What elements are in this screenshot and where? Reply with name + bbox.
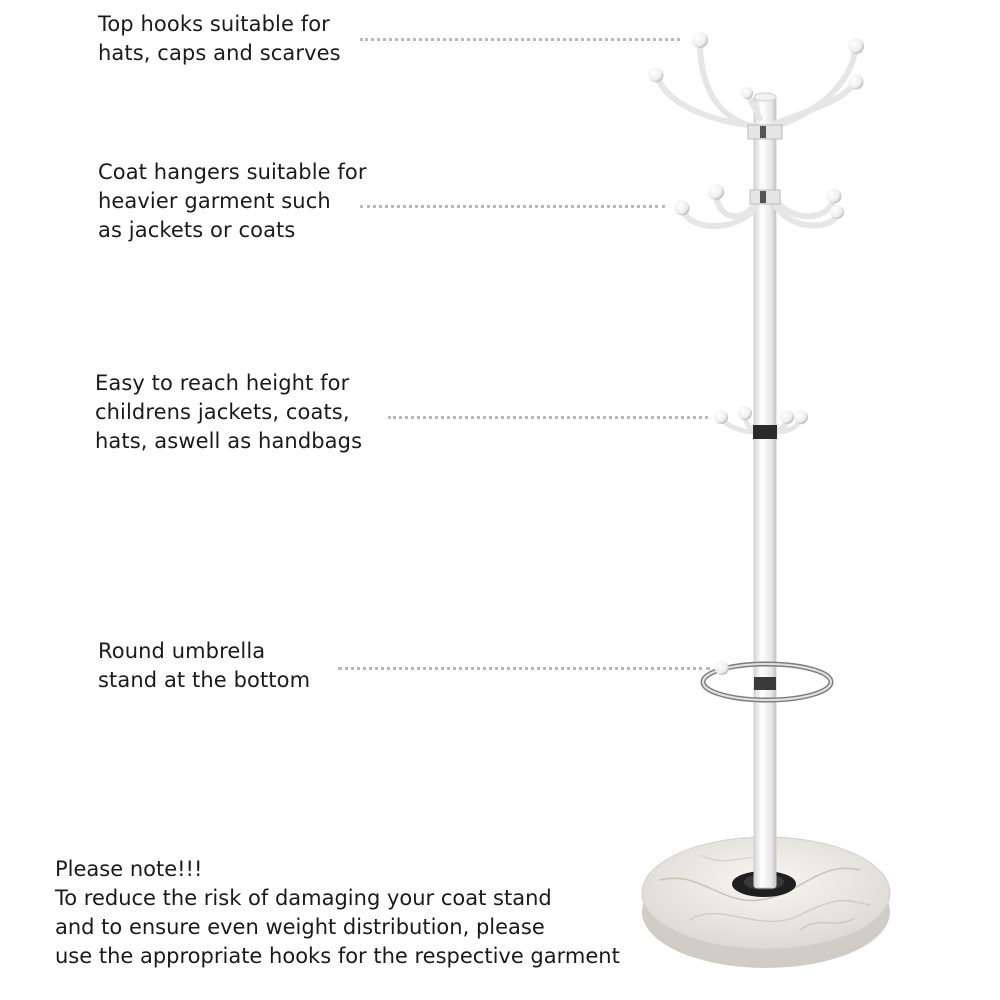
leader-line-top-hooks <box>360 38 680 41</box>
callout-line: childrens jackets, coats, <box>95 400 350 424</box>
please-note-text <box>55 855 620 971</box>
callout-umbrella-stand <box>98 637 310 695</box>
note-line: and to ensure even weight distribution, please <box>55 915 545 939</box>
callout-coat-hangers <box>98 158 367 245</box>
callout-line: Easy to reach height for <box>95 371 350 395</box>
top-hook-balls <box>649 32 865 99</box>
middle-collar <box>753 425 777 439</box>
callout-line: Round umbrella <box>98 639 266 663</box>
callout-line: hats, aswell as handbags <box>95 429 363 453</box>
top-hooks <box>657 42 856 128</box>
callout-middle-hooks <box>95 369 362 456</box>
note-line: To reduce the risk of damaging your coat stand <box>55 886 552 910</box>
callout-line: hats, caps and scarves <box>98 41 341 65</box>
note-line: use the appropriate hooks for the respective garment <box>55 944 620 968</box>
callout-line: heavier garment such <box>98 189 331 213</box>
callout-line: as jackets or coats <box>98 218 296 242</box>
leader-line-middle-hooks <box>388 416 708 419</box>
note-heading: Please note!!! <box>55 857 203 881</box>
callout-line: Coat hangers suitable for <box>98 160 367 184</box>
leader-line-umbrella-stand <box>338 667 710 670</box>
callout-line: Top hooks suitable for <box>98 12 330 36</box>
callout-top-hooks <box>98 10 341 68</box>
pole <box>754 96 776 888</box>
callout-line: stand at the bottom <box>98 668 311 692</box>
leader-line-coat-hangers <box>360 205 665 208</box>
